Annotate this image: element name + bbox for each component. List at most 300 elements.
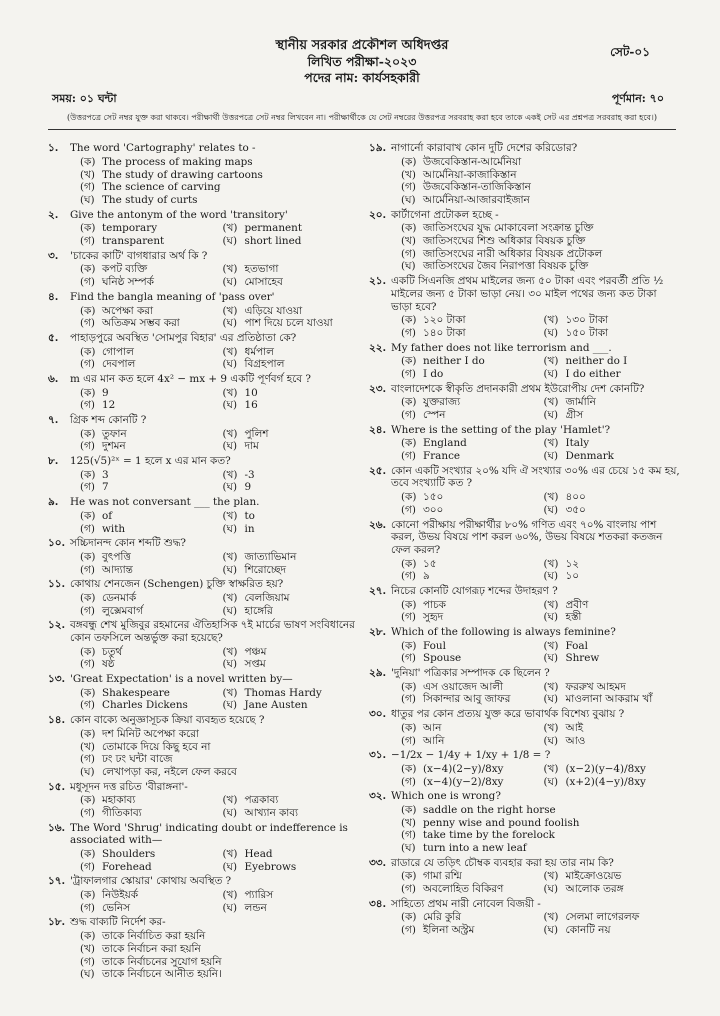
question-body bbox=[391, 667, 680, 706]
option-text: The study of curts bbox=[102, 194, 198, 207]
option-text: 9 bbox=[102, 386, 109, 399]
options-list bbox=[391, 870, 680, 895]
option-text: মেরি কুরি bbox=[423, 911, 461, 924]
option-text: France bbox=[423, 450, 461, 463]
option-letter: (গ) bbox=[401, 924, 416, 937]
option-item bbox=[80, 481, 217, 494]
question-stem: মধুসূদন দত্ত রচিত 'বীরাঙ্গনা'- bbox=[70, 780, 188, 793]
question-stem: কোন একটি সংখ্যার ২০% যদি ঐ সংখ্যার ৩০% এর চেয়ে ১৫ কম হয়, তবে সংখ্যাটি কত ? bbox=[391, 464, 680, 490]
option-text: কোনটি নয় bbox=[565, 924, 611, 937]
question-item bbox=[44, 250, 359, 289]
option-text: Charles Dickens bbox=[102, 699, 188, 712]
question-number: ৯. bbox=[48, 496, 59, 509]
option-item bbox=[401, 558, 538, 571]
option-letter: (ঘ) bbox=[222, 806, 238, 819]
option-text: তোমাকে দিয়ে কিছু হবে না bbox=[102, 740, 211, 753]
option-text: (x−2)(y−4)/8xy bbox=[565, 762, 646, 775]
question-item bbox=[365, 383, 680, 422]
option-text: temporary bbox=[102, 222, 158, 235]
left-column bbox=[44, 142, 359, 983]
option-letter: (খ) bbox=[222, 645, 238, 658]
option-item bbox=[401, 652, 538, 665]
option-text: কপট ব্যক্তি bbox=[102, 263, 148, 276]
question-number: ৩০. bbox=[369, 708, 387, 721]
question-stem: My father does not like terrorism and ___. bbox=[391, 341, 612, 354]
option-text: ঘনিষ্ঠ সম্পর্ক bbox=[102, 276, 154, 289]
option-item bbox=[80, 523, 217, 536]
option-text: শিরোচ্ছেদ bbox=[244, 563, 286, 576]
question-body bbox=[70, 537, 359, 576]
option-item bbox=[80, 469, 217, 482]
option-item bbox=[80, 510, 217, 523]
option-text: আলোক তরঙ্গ bbox=[565, 883, 624, 896]
option-item bbox=[544, 599, 681, 612]
option-text: বিগ্রহপাল bbox=[244, 358, 285, 371]
options-list bbox=[391, 681, 680, 706]
option-letter: (ক) bbox=[401, 911, 417, 924]
option-letter: (গ) bbox=[80, 806, 95, 819]
option-text: তুফান bbox=[102, 427, 127, 440]
option-letter: (গ) bbox=[80, 860, 95, 873]
option-letter: (গ) bbox=[401, 652, 416, 665]
option-letter: (গ) bbox=[401, 181, 416, 194]
options-list bbox=[391, 156, 680, 207]
question-number: ১১. bbox=[48, 578, 66, 591]
option-letter: (ক) bbox=[401, 314, 417, 327]
question-stem: 125(√5)²ˣ = 1 হলে x এর মান কত? bbox=[70, 455, 231, 468]
option-letter: (গ) bbox=[80, 699, 95, 712]
option-item bbox=[223, 592, 360, 605]
question-stem: নাগার্নো কারাবাখ কোন দুটি দেশের করিডোর? bbox=[391, 142, 578, 155]
question-stem: কোথায় শেনজেন (Schengen) চুক্তি স্বাক্ষরিত হয়? bbox=[70, 578, 284, 591]
option-text: হতভাগা bbox=[244, 263, 279, 276]
question-item bbox=[365, 424, 680, 463]
option-letter: (ক) bbox=[80, 889, 96, 902]
option-item bbox=[401, 570, 538, 583]
right-column bbox=[365, 142, 680, 983]
question-stem: নিচের কোনটি যোগরূঢ় শব্দের উদাহরণ ? bbox=[391, 584, 558, 597]
question-number: ১৮. bbox=[48, 916, 66, 929]
option-text: লন্ডন bbox=[244, 901, 267, 914]
option-item bbox=[223, 605, 360, 618]
option-text: ১৫০ bbox=[423, 491, 444, 504]
option-item bbox=[223, 222, 360, 235]
option-item bbox=[80, 592, 217, 605]
question-stem: ধাতুর পর কোন প্রত্যয় যুক্ত করে ভাবার্থক বিশেষ্য বুঝায় ? bbox=[391, 708, 625, 721]
option-letter: (খ) bbox=[222, 468, 238, 481]
question-item bbox=[44, 714, 359, 778]
option-item bbox=[401, 870, 538, 883]
option-letter: (গ) bbox=[401, 409, 416, 422]
option-text: The science of carving bbox=[102, 181, 221, 194]
question-item bbox=[44, 209, 359, 248]
question-number: ২৩. bbox=[369, 382, 387, 395]
option-text: 7 bbox=[102, 481, 109, 494]
question-body bbox=[391, 585, 680, 624]
option-text: neither I do bbox=[423, 355, 485, 368]
option-text: ষষ্ঠ bbox=[102, 658, 115, 671]
option-letter: (ক) bbox=[80, 345, 96, 358]
option-letter: (ক) bbox=[401, 721, 417, 734]
option-text: transparent bbox=[102, 235, 165, 248]
question-number: ৭. bbox=[48, 414, 59, 427]
option-item bbox=[80, 741, 359, 754]
options-list bbox=[70, 930, 359, 981]
option-item bbox=[401, 640, 538, 653]
option-item bbox=[223, 510, 360, 523]
question-number: ২৬. bbox=[369, 518, 387, 531]
option-letter: (ঘ) bbox=[543, 503, 559, 516]
options-list bbox=[70, 848, 359, 873]
option-text: গীতিকাব্য bbox=[102, 806, 142, 819]
option-item bbox=[544, 504, 681, 517]
option-item bbox=[80, 440, 217, 453]
option-item bbox=[223, 658, 360, 671]
option-item bbox=[80, 346, 217, 359]
option-text: Shakespeare bbox=[102, 686, 170, 699]
question-stem: বঙ্গবন্ধু শেখ মুজিবুর রহমানের ঐতিহাসিক ৭ই মার্চের ভাষণ সংবিধানের কোন তফসিলে অন্তর্ভুক্ত করা হয়েছে? bbox=[70, 619, 355, 645]
option-letter: (ক) bbox=[401, 680, 417, 693]
option-item bbox=[80, 387, 217, 400]
option-item bbox=[223, 440, 360, 453]
options-list bbox=[70, 156, 359, 207]
option-item bbox=[80, 848, 217, 861]
option-text: Eyebrows bbox=[244, 860, 297, 873]
option-letter: (ক) bbox=[80, 794, 96, 807]
option-text: Spouse bbox=[423, 652, 462, 665]
option-letter: (খ) bbox=[401, 168, 416, 181]
question-body bbox=[70, 142, 359, 206]
option-item bbox=[401, 735, 538, 748]
question-number: ২. bbox=[48, 208, 59, 221]
question-body bbox=[391, 209, 680, 273]
option-text: turn into a new leaf bbox=[423, 842, 527, 855]
options-list bbox=[70, 728, 359, 779]
exam-title: লিখিত পরীক্ষা-২০২৩ bbox=[307, 54, 417, 70]
option-text: neither do I bbox=[565, 355, 628, 368]
option-letter: (খ) bbox=[222, 591, 238, 604]
option-item bbox=[401, 156, 680, 169]
option-letter: (খ) bbox=[222, 222, 238, 235]
question-number: ১২. bbox=[48, 619, 66, 632]
option-item bbox=[223, 481, 360, 494]
option-letter: (ঘ) bbox=[543, 367, 559, 380]
option-letter: (ঘ) bbox=[543, 611, 559, 624]
question-stem: Give the antonym of the word 'transitory' bbox=[70, 208, 288, 221]
option-letter: (গ) bbox=[401, 570, 416, 583]
option-item bbox=[80, 428, 217, 441]
question-body bbox=[391, 424, 680, 463]
option-letter: (খ) bbox=[543, 491, 559, 504]
question-stem: শুদ্ধ বাক্যটি নির্দেশ কর- bbox=[70, 916, 166, 929]
option-letter: (ক) bbox=[80, 468, 96, 481]
option-item bbox=[544, 409, 681, 422]
options-list bbox=[70, 592, 359, 617]
option-letter: (গ) bbox=[401, 829, 416, 842]
option-text: penny wise and pound foolish bbox=[423, 816, 580, 829]
question-body bbox=[391, 519, 680, 583]
option-text: পুলিশ bbox=[244, 427, 269, 440]
option-letter: (গ) bbox=[80, 955, 95, 968]
option-letter: (গ) bbox=[80, 604, 95, 617]
question-number: ২০. bbox=[369, 208, 387, 221]
option-item bbox=[223, 551, 360, 564]
option-letter: (খ) bbox=[543, 314, 559, 327]
option-letter: (গ) bbox=[80, 901, 95, 914]
question-stem: He was not conversant ___ the plan. bbox=[70, 496, 260, 509]
question-number: ১৫. bbox=[48, 780, 66, 793]
option-item bbox=[223, 848, 360, 861]
option-text: এড়িয়ে যাওয়া bbox=[244, 304, 303, 317]
option-item bbox=[401, 599, 538, 612]
option-item bbox=[401, 491, 538, 504]
question-number: ২৫. bbox=[369, 464, 387, 477]
paper-header bbox=[44, 38, 680, 86]
option-letter: (খ) bbox=[543, 911, 559, 924]
options-list bbox=[70, 510, 359, 535]
option-letter: (খ) bbox=[543, 680, 559, 693]
question-number: ২২. bbox=[369, 341, 387, 354]
question-number: ১৬. bbox=[48, 821, 66, 834]
option-letter: (খ) bbox=[222, 427, 238, 440]
option-item bbox=[401, 763, 538, 776]
option-letter: (ক) bbox=[401, 870, 417, 883]
options-list bbox=[391, 911, 680, 936]
question-item bbox=[365, 465, 680, 517]
option-letter: (ঘ) bbox=[222, 658, 238, 671]
option-text: নিউইয়র্ক bbox=[102, 889, 139, 902]
option-letter: (খ) bbox=[222, 794, 238, 807]
option-item bbox=[80, 956, 359, 969]
option-item bbox=[544, 570, 681, 583]
option-letter: (খ) bbox=[401, 235, 416, 248]
option-item bbox=[80, 968, 359, 981]
question-body bbox=[70, 714, 359, 778]
question-stem: একটি সিএনজি প্রথম মাইলের জন্য ৫০ টাকা এবং পরবর্তী প্রতি ½ মাইলের জন্য ৫ টাকা ভাড়া নেয়। ৩০ মাইল পথের জন্য কত টাকা ভাড়া হবে? bbox=[391, 275, 664, 313]
option-text: ৯ bbox=[423, 570, 430, 583]
question-body bbox=[391, 342, 680, 381]
option-text: Denmark bbox=[565, 450, 614, 463]
option-text: to bbox=[244, 509, 255, 522]
option-letter: (ঘ) bbox=[222, 604, 238, 617]
option-item bbox=[401, 693, 538, 706]
question-number: ১৩. bbox=[48, 673, 66, 686]
option-letter: (খ) bbox=[543, 639, 559, 652]
question-item bbox=[44, 291, 359, 330]
option-item bbox=[544, 693, 681, 706]
question-stem: The word 'Cartography' relates to - bbox=[70, 142, 256, 155]
option-letter: (ঘ) bbox=[543, 924, 559, 937]
option-item bbox=[80, 861, 217, 874]
option-item bbox=[401, 409, 538, 422]
question-stem: Where is the setting of the play 'Hamlet'? bbox=[391, 423, 611, 436]
option-item bbox=[80, 551, 217, 564]
question-body bbox=[391, 749, 680, 788]
options-list bbox=[391, 491, 680, 516]
question-stem: কার্টাগেনা প্রটোকল হচ্ছে - bbox=[391, 208, 499, 221]
option-item bbox=[80, 699, 217, 712]
option-item bbox=[544, 640, 681, 653]
option-text: Forehead bbox=[102, 860, 152, 873]
question-number: ২৭. bbox=[369, 584, 387, 597]
option-text: তাকে নির্বাচনে আনীত হয়নি। bbox=[102, 968, 222, 981]
option-letter: (গ) bbox=[401, 611, 416, 624]
option-letter: (ক) bbox=[401, 557, 417, 570]
option-letter: (ঘ) bbox=[543, 450, 559, 463]
question-body bbox=[391, 275, 680, 339]
option-text: পাচক bbox=[423, 598, 446, 611]
option-item bbox=[544, 652, 681, 665]
option-item bbox=[223, 428, 360, 441]
options-list bbox=[70, 889, 359, 914]
option-text: দাম bbox=[244, 440, 259, 453]
option-item bbox=[223, 902, 360, 915]
option-letter: (ঘ) bbox=[401, 842, 416, 855]
option-text: (x−4)(y−2)/8xy bbox=[423, 775, 504, 788]
option-letter: (গ) bbox=[401, 693, 416, 706]
option-text: হস্তী bbox=[565, 611, 582, 624]
option-item bbox=[401, 260, 680, 273]
option-letter: (ঘ) bbox=[543, 734, 559, 747]
option-letter: (ঘ) bbox=[222, 522, 238, 535]
option-item bbox=[223, 305, 360, 318]
question-stem: −1/2x − 1/4y + 1/xy + 1/8 = ? bbox=[391, 749, 551, 762]
organization-name: স্থানীয় সরকার প্রকৌশল অধিদপ্তর bbox=[275, 38, 449, 53]
option-text: হাঙ্গেরি bbox=[244, 604, 273, 617]
option-item bbox=[223, 807, 360, 820]
options-list bbox=[70, 387, 359, 412]
option-letter: (ঘ) bbox=[222, 901, 238, 914]
options-list bbox=[391, 763, 680, 788]
option-letter: (খ) bbox=[80, 942, 95, 955]
option-item bbox=[80, 181, 359, 194]
options-list bbox=[70, 646, 359, 671]
option-letter: (গ) bbox=[80, 235, 95, 248]
options-list bbox=[391, 558, 680, 583]
question-number: ২৯. bbox=[369, 667, 387, 680]
option-item bbox=[544, 870, 681, 883]
question-item bbox=[365, 898, 680, 937]
question-item bbox=[365, 142, 680, 206]
option-text: মাওলানা আকরাম খাঁ bbox=[565, 693, 653, 706]
option-text: ফররুখ আহমদ bbox=[565, 680, 626, 693]
option-item bbox=[401, 368, 538, 381]
option-text: ৩০০ bbox=[423, 503, 444, 516]
question-item bbox=[365, 708, 680, 747]
option-text: take time by the forelock bbox=[423, 829, 555, 842]
option-letter: (গ) bbox=[80, 481, 95, 494]
option-letter: (ক) bbox=[401, 437, 417, 450]
question-body bbox=[70, 578, 359, 617]
question-number: ৩. bbox=[48, 249, 59, 262]
option-text: তাকে নির্বাচন করা হয়নি bbox=[102, 942, 201, 955]
option-item bbox=[544, 735, 681, 748]
option-item bbox=[544, 763, 681, 776]
option-item bbox=[544, 491, 681, 504]
option-letter: (ক) bbox=[80, 509, 96, 522]
option-item bbox=[401, 450, 538, 463]
option-item bbox=[80, 317, 217, 330]
option-letter: (গ) bbox=[80, 658, 95, 671]
option-letter: (ঘ) bbox=[543, 652, 559, 665]
question-stem: 'Great Expectation' is a novel written by— bbox=[70, 673, 293, 686]
option-letter: (ক) bbox=[80, 550, 96, 563]
option-item bbox=[223, 276, 360, 289]
option-text: অবলোহিত বিকিরণ bbox=[423, 883, 504, 896]
option-letter: (গ) bbox=[401, 503, 416, 516]
option-text: সেলমা লাগেরলফ bbox=[565, 911, 640, 924]
option-text: প্যারিস bbox=[244, 889, 274, 902]
option-letter: (গ) bbox=[80, 276, 95, 289]
options-list bbox=[391, 640, 680, 665]
option-item bbox=[80, 687, 217, 700]
option-item bbox=[401, 194, 680, 207]
question-stem: রাডারে যে তড়িৎ চৌম্বক ব্যবহার করা হয় তার নাম কি? bbox=[391, 856, 614, 869]
option-text: Foul bbox=[423, 639, 446, 652]
option-letter: (ক) bbox=[80, 848, 96, 861]
option-text: জাত্যাভিমান bbox=[244, 550, 297, 563]
option-item bbox=[223, 263, 360, 276]
question-item bbox=[365, 749, 680, 788]
instruction-note: (উত্তরপত্রে সেট নম্বর যুক্ত করা থাকবে। পরীক্ষার্থী উত্তরপত্রে সেট নম্বর লিখবেন না। পরীক্ষার্থীকে যে সেট নম্বরের উত্তরপত্র সরবরাহ করা হবে তাকে একই সেট এর প্রশ্নপত্র সরবরাহ করা হবে।) bbox=[48, 113, 676, 131]
question-stem: কোনো পরীক্ষায় পরীক্ষার্থীর ৮০% গণিত এবং ৭০% বাংলায় পাশ করল, উভয় বিষয়ে পাশ করল ৬০%, উভয় বিষয়ে শতকরা কতজন ফেল করল? bbox=[391, 518, 663, 556]
option-letter: (ক) bbox=[80, 427, 96, 440]
option-item bbox=[223, 699, 360, 712]
option-text: স্পেন bbox=[423, 409, 446, 422]
option-letter: (খ) bbox=[543, 557, 559, 570]
option-item bbox=[544, 355, 681, 368]
option-text: সিকান্দার আবু জাফর bbox=[423, 693, 511, 706]
question-item bbox=[44, 578, 359, 617]
question-stem: Which one is wrong? bbox=[391, 790, 501, 803]
option-letter: (ঘ) bbox=[80, 194, 95, 207]
question-stem: 'ট্রাফালগার স্কোয়ার' কোথায় অবস্থিত ? bbox=[70, 875, 232, 888]
option-text: দশ মিনিট অপেক্ষা করো bbox=[102, 727, 199, 740]
options-list bbox=[391, 355, 680, 380]
question-body bbox=[70, 414, 359, 453]
option-item bbox=[544, 681, 681, 694]
question-item bbox=[365, 342, 680, 381]
option-item bbox=[401, 817, 680, 830]
option-letter: (গ) bbox=[80, 563, 95, 576]
option-letter: (ক) bbox=[80, 263, 96, 276]
option-text: মাইক্রোওয়েভ bbox=[565, 870, 622, 883]
option-letter: (ঘ) bbox=[222, 860, 238, 873]
option-text: The study of drawing cartoons bbox=[102, 168, 263, 181]
question-item bbox=[44, 673, 359, 712]
option-item bbox=[80, 766, 359, 779]
option-item bbox=[80, 156, 359, 169]
options-list bbox=[391, 222, 680, 273]
option-item bbox=[401, 169, 680, 182]
option-letter: (গ) bbox=[80, 181, 95, 194]
option-item bbox=[544, 396, 681, 409]
option-text: I do bbox=[423, 367, 444, 380]
option-letter: (গ) bbox=[80, 440, 95, 453]
option-text: saddle on the right horse bbox=[423, 803, 556, 816]
option-letter: (ঘ) bbox=[222, 399, 238, 412]
option-letter: (ক) bbox=[401, 155, 417, 168]
options-list bbox=[70, 428, 359, 453]
option-item bbox=[401, 681, 538, 694]
option-item bbox=[401, 235, 680, 248]
options-list bbox=[70, 469, 359, 494]
question-number: ২১. bbox=[369, 275, 387, 288]
option-letter: (গ) bbox=[80, 522, 95, 535]
marks-label: পূর্ণমান: ৭০ bbox=[611, 91, 664, 105]
question-body bbox=[70, 250, 359, 289]
option-item bbox=[80, 263, 217, 276]
